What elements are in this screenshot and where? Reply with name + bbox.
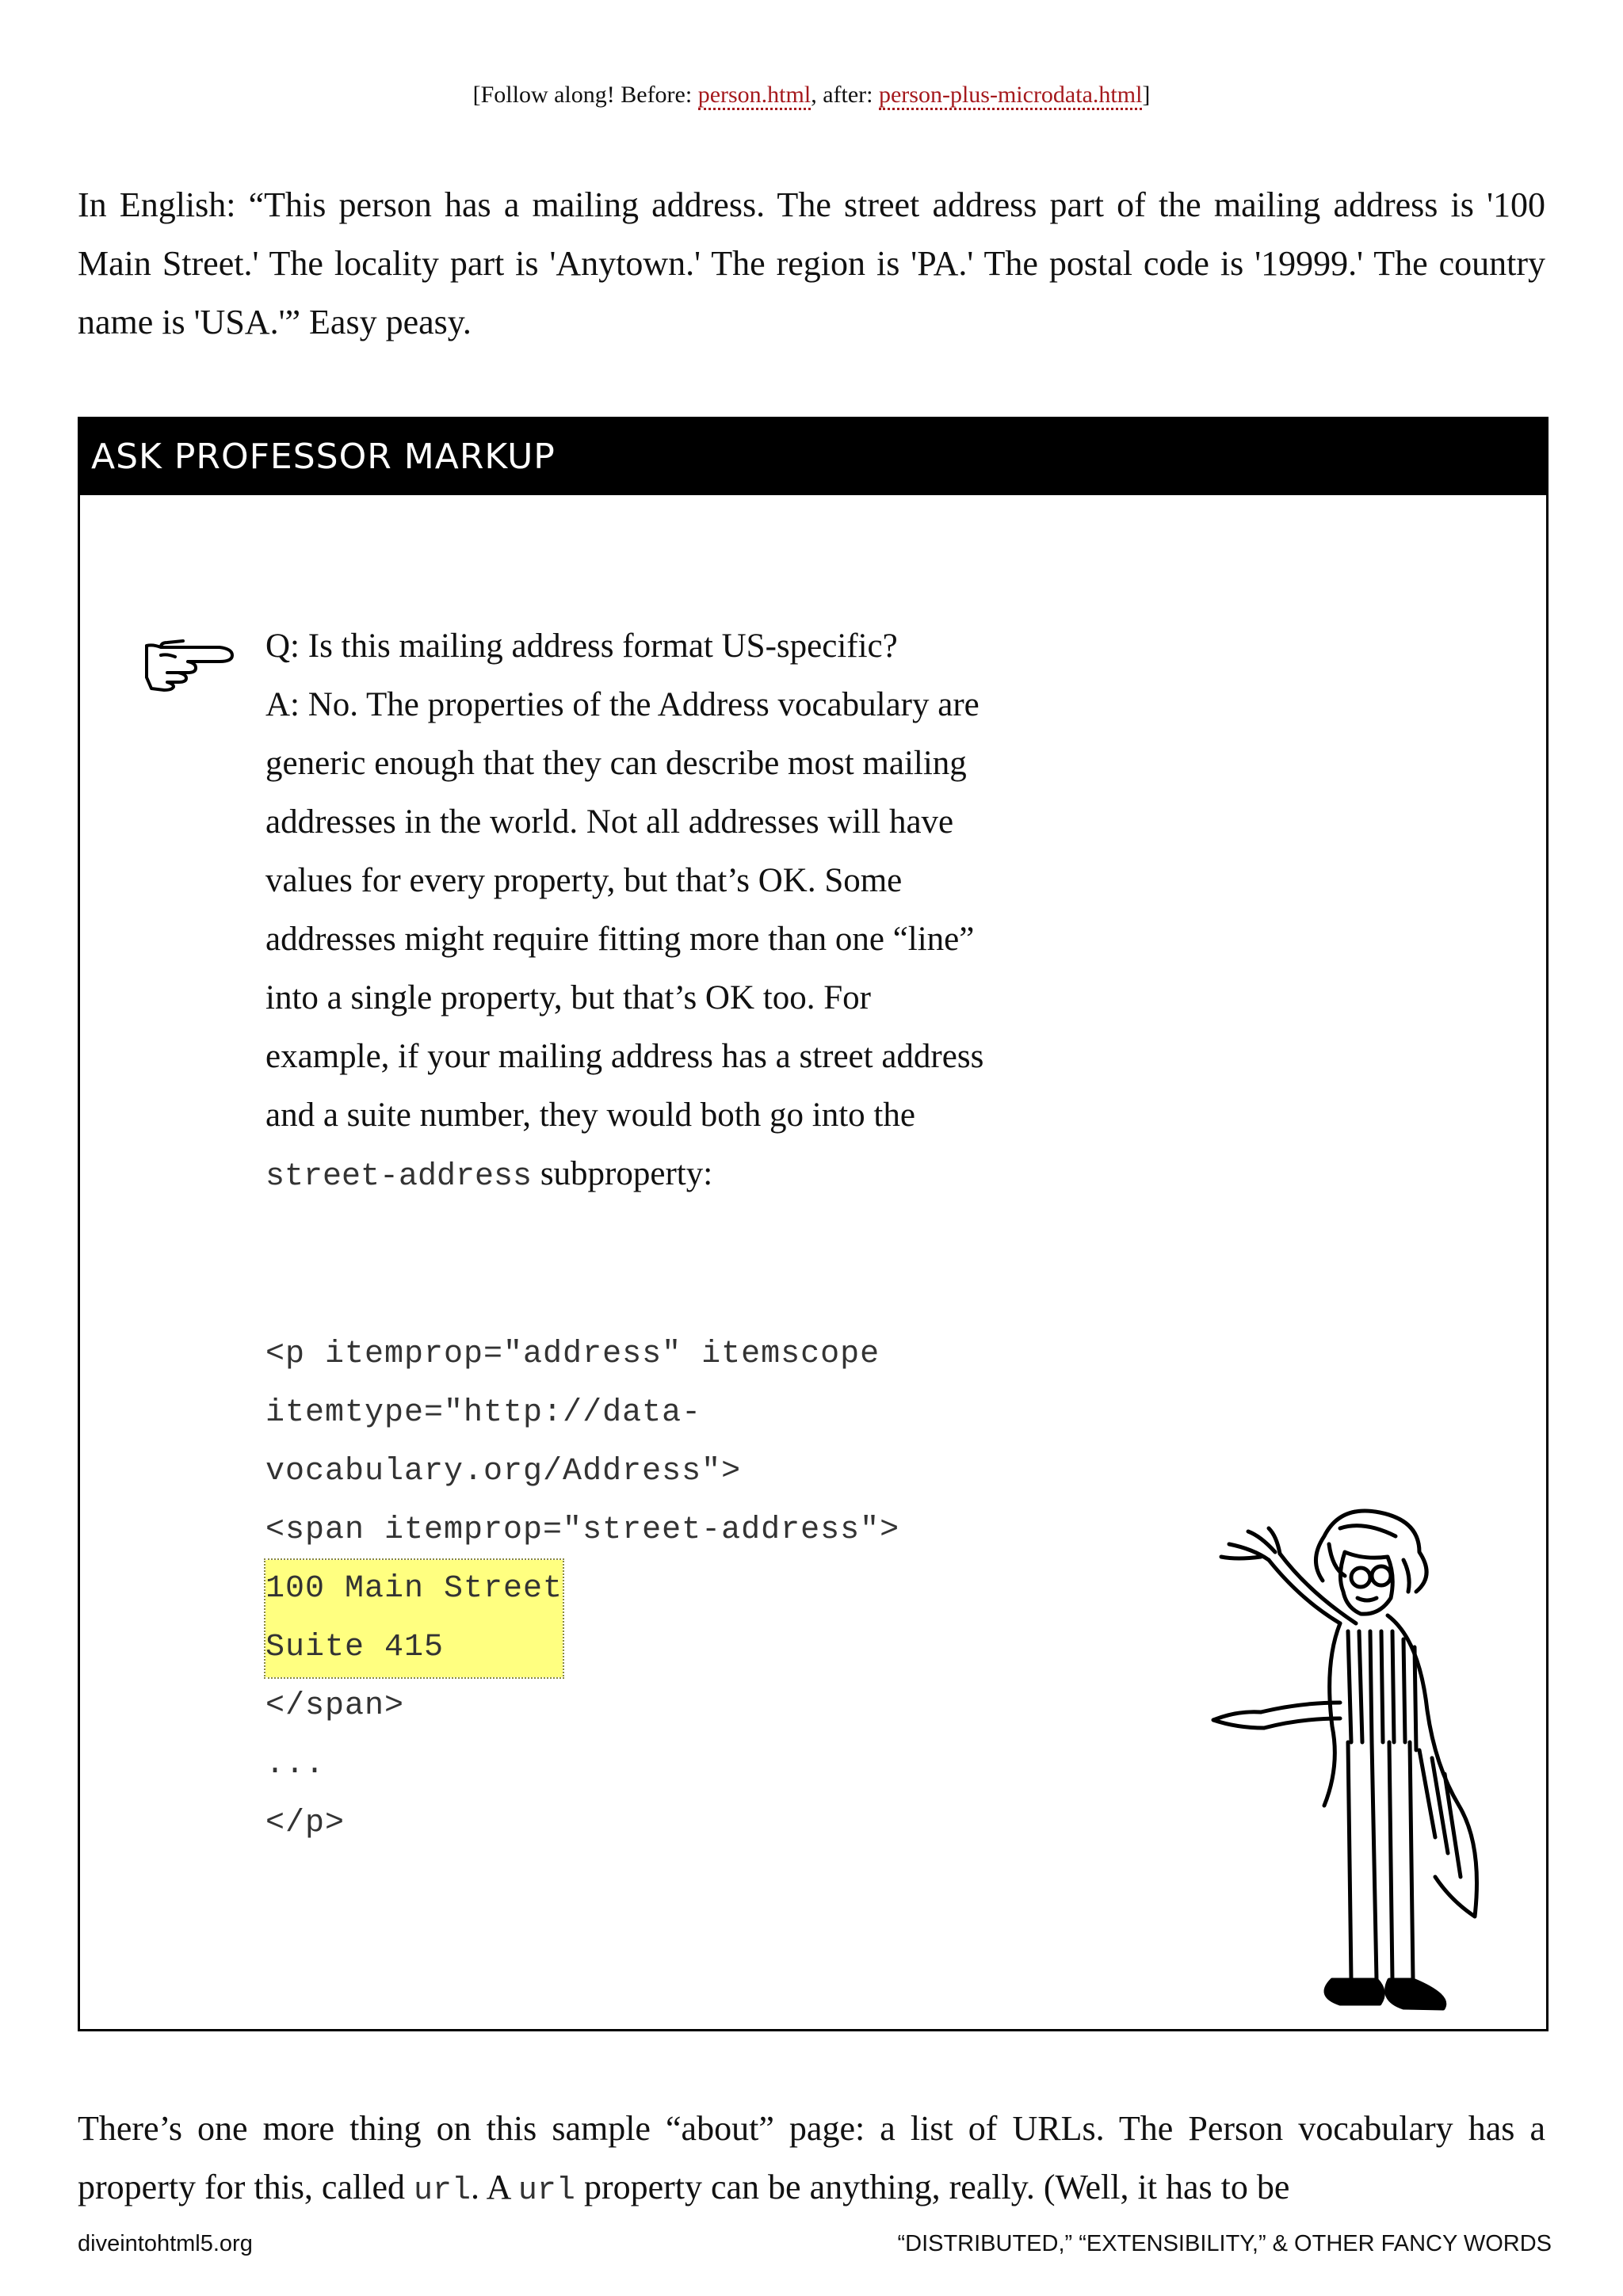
intro-paragraph: In English: “This person has a mailing address. The street address part of the mailing address is '100 Main Street.' The locality part is 'Anytown.' The region is 'PA.' The postal code is '19999.' The country name is 'USA.'” Easy peasy. xyxy=(78,185,1545,341)
before-link[interactable]: person.html xyxy=(698,82,812,110)
code-line: </span> xyxy=(265,1688,405,1724)
footer-chapter: “DISTRIBUTED,” “EXTENSIBILITY,” & OTHER FANCY WORDS xyxy=(897,2231,1552,2256)
inline-code-url: url xyxy=(413,2173,471,2209)
footer-site: diveintohtml5.org xyxy=(78,2231,253,2256)
code-line: </p> xyxy=(265,1806,346,1841)
code-line: <p itemprop="address" itemscope xyxy=(265,1337,880,1372)
inline-code-url: url xyxy=(517,2173,575,2209)
follow-suffix: ] xyxy=(1142,82,1151,108)
question: Q: Is this mailing address format US-specific? xyxy=(265,627,898,665)
outro-text: . A xyxy=(471,2168,518,2206)
ask-professor-markup-box xyxy=(78,417,1549,2031)
professor-illustration xyxy=(1182,1505,1546,2027)
after-link[interactable]: person-plus-microdata.html xyxy=(879,82,1142,110)
code-sample xyxy=(265,1325,1058,1853)
follow-middle: , after: xyxy=(811,82,879,108)
code-line: <span itemprop="street-address"> xyxy=(265,1512,900,1548)
answer-end: subproperty: xyxy=(532,1155,713,1192)
answer-code: street-address xyxy=(265,1159,533,1195)
code-highlight xyxy=(265,1560,563,1677)
highlight-line: 100 Main Street xyxy=(265,1571,563,1607)
follow-prefix: [Follow along! Before: xyxy=(472,82,698,108)
outro-paragraph xyxy=(78,2100,1545,2221)
question-answer xyxy=(265,617,1002,1207)
pointing-hand-icon xyxy=(143,628,239,692)
code-line: vocabulary.org/Address"> xyxy=(265,1454,742,1489)
answer-text: A: No. The properties of the Address vocabulary are generic enough that they can describe most mailing addresses in the world. Not all addresses will have values for every property, but that’s OK. Some addresses might require fitting more than one “line” into a single property, but that’s OK too. For example, if your mailing address has a street address and a suite number, they would both go into the xyxy=(265,686,984,1134)
code-line: itemtype="http://data- xyxy=(265,1395,702,1431)
outro-text: There’s one more thing on this sample “about” page: a list of URLs. The Person vocabulary has a property for this, called xyxy=(78,2109,1545,2206)
code-line: ... xyxy=(265,1747,326,1783)
box-title: ASK PROFESSOR MARKUP xyxy=(80,419,1546,495)
follow-along-note xyxy=(0,78,1623,113)
answer xyxy=(265,676,1002,1207)
highlight-line: Suite 415 xyxy=(265,1630,445,1665)
outro-text: property can be anything, really. (Well, it has to be xyxy=(575,2168,1290,2206)
